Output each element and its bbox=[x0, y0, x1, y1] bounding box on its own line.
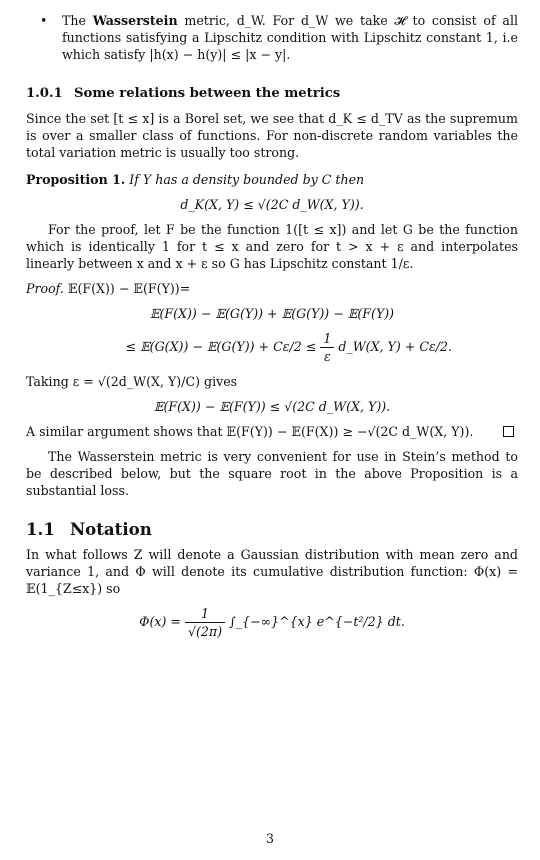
bullet-text-a: The bbox=[62, 13, 93, 28]
subsection-title: Some relations between the metrics bbox=[74, 86, 341, 101]
proof-eq2-frac-den: ε bbox=[323, 349, 331, 364]
paper-page bbox=[26, 12, 518, 648]
bullet-dot: • bbox=[40, 13, 48, 28]
proof-eq2-fraction bbox=[320, 330, 334, 365]
paragraph-notation: In what follows Z will denote a Gaussian distribution with mean zero and variance 1, and Φ will denote its cumulative distribution function: Φ(x) = 𝔼(1_{Z≤x}) so bbox=[26, 547, 518, 596]
paragraph-borel: Since the set [t ≤ x] is a Borel set, we see that d_K ≤ d_TV as the supremum is over a smaller class of functions. For non-discrete random variables the total variation metric is usually too strong. bbox=[26, 111, 518, 160]
eq-phi-fraction bbox=[185, 605, 225, 640]
proposition-statement: If Y has a density bounded by C then bbox=[129, 172, 365, 187]
proof-start bbox=[26, 280, 518, 297]
proof-equation-1: 𝔼(F(X)) − 𝔼(G(Y)) + 𝔼(G(Y)) − 𝔼(F(Y)) bbox=[149, 306, 395, 321]
proof-eq2-right: d_W(X, Y) + Cε/2. bbox=[338, 339, 452, 354]
proof-similar-line bbox=[26, 423, 518, 440]
proposition bbox=[26, 171, 518, 188]
qed-square-icon bbox=[503, 426, 514, 437]
proof-eq2-frac-num: 1 bbox=[320, 330, 334, 348]
equation-phi bbox=[26, 605, 518, 640]
proof-label: Proof. bbox=[26, 281, 64, 296]
proposition-label: Proposition 1. bbox=[26, 172, 126, 187]
paragraph-wasserstein-note: The Wasserstein metric is very convenient for use in Stein’s method to be described below, but the square root in the above Proposition is a substantial loss. bbox=[26, 449, 518, 498]
subsection-number: 1.0.1 bbox=[26, 86, 63, 101]
eq-phi-right: ∫_{−∞}^{x} e^{−t²/2} dt. bbox=[229, 614, 405, 629]
proof-equation-3: 𝔼(F(X)) − 𝔼(F(Y)) ≤ √(2C d_W(X, Y)). bbox=[153, 399, 391, 414]
bullet-item-wasserstein bbox=[26, 12, 518, 63]
proof-taking: Taking ε = √(2d_W(X, Y)/C) gives bbox=[26, 374, 238, 389]
eq-phi-frac-num: 1 bbox=[185, 605, 225, 623]
section-number: 1.1 bbox=[26, 519, 55, 539]
proof-equation-2 bbox=[26, 330, 518, 365]
proof-eq2-left: ≤ 𝔼(G(X)) − 𝔼(G(Y)) + Cε/2 ≤ bbox=[125, 339, 321, 354]
eq-phi-left: Φ(x) = bbox=[139, 614, 185, 629]
eq-phi-frac-den: √(2π) bbox=[187, 624, 223, 639]
proof-first-line: 𝔼(F(X)) − 𝔼(F(Y))= bbox=[67, 281, 191, 296]
proposition-equation: d_K(X, Y) ≤ √(2C d_W(X, Y)). bbox=[180, 197, 364, 212]
bullet-text-b: metric, d_W. For d_W we take 𝓗 to consist of all functions satisfying a Lipschitz condition with Lipschitz constant 1, i.e which satisfy |h(x) − h(y)| ≤ |x − y|. bbox=[62, 13, 518, 62]
section-heading bbox=[26, 521, 518, 538]
proof-similar-text: A similar argument shows that 𝔼(F(Y)) − 𝔼(F(X)) ≥ −√(2C d_W(X, Y)). bbox=[26, 424, 474, 439]
section-title: Notation bbox=[70, 519, 152, 539]
page-number: 3 bbox=[265, 831, 274, 846]
bullet-bold-term: Wasserstein bbox=[92, 13, 178, 28]
paragraph-proof-setup: For the proof, let F be the function 1([t ≤ x]) and let G be the function which is identically 1 for t ≤ x and zero for t > x + ε and interpolates linearly between x and x + ε so G has Lipschitz constant 1/ε. bbox=[26, 222, 518, 271]
subsection-heading bbox=[26, 85, 518, 102]
